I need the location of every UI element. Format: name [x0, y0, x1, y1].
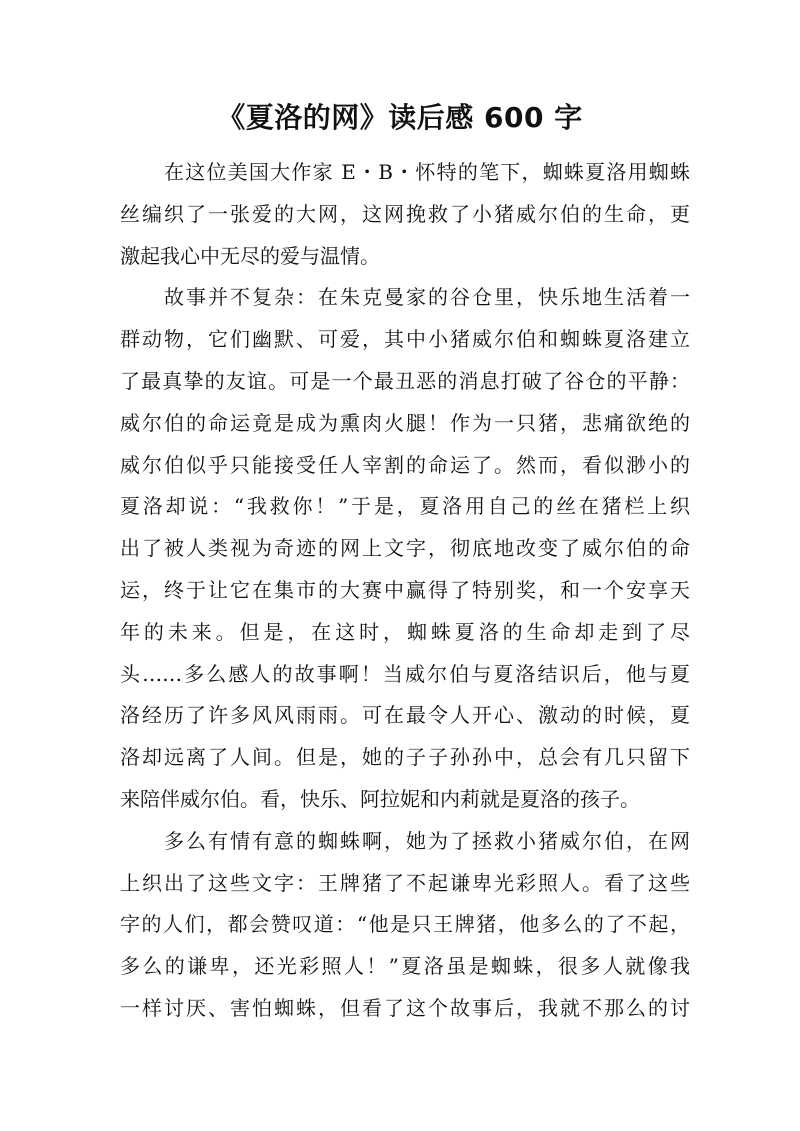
text-line: 威尔伯似乎只能接受任人宰割的命运了。然而，看似渺小的	[120, 452, 690, 477]
text-line: 字的人们，都会赞叹道：“他是只王牌猪，他多么的了不起，	[120, 912, 690, 937]
page-title: 《夏洛的网》读后感 600 字	[217, 101, 583, 134]
text-line: 多么的谦卑，还光彩照人！”夏洛虽是蜘蛛，很多人就像我	[120, 954, 690, 979]
text-line: 在这位美国大作家 E・B・怀特的笔下，蜘蛛夏洛用蜘蛛	[164, 160, 690, 184]
text-line: 多么有情有意的蜘蛛啊，她为了拯救小猪威尔伯，在网	[164, 828, 690, 853]
paragraph	[120, 277, 690, 820]
text-line: 运，终于让它在集市的大赛中赢得了特别奖，和一个安享天	[120, 577, 690, 602]
text-line: 群动物，它们幽默、可爱，其中小猪威尔伯和蜘蛛夏洛建立	[120, 327, 690, 352]
text-line: 洛经历了许多风风雨雨。可在最令人开心、激动的时候，夏	[120, 703, 690, 728]
text-line: 激起我心中无尽的爱与温情。	[120, 243, 380, 268]
body-text	[120, 152, 690, 1030]
text-line: 年的未来。但是，在这时，蜘蛛夏洛的生命却走到了尽	[120, 619, 690, 644]
paragraph	[120, 152, 690, 277]
text-line: 了最真挚的友谊。可是一个最丑恶的消息打破了谷仓的平静：	[120, 368, 690, 393]
text-line: 一样讨厌、害怕蜘蛛，但看了这个故事后，我就不那么的讨	[120, 995, 690, 1020]
paragraph	[120, 821, 690, 1030]
text-line: 来陪伴威尔伯。看，快乐、阿拉妮和内莉就是夏洛的孩子。	[120, 786, 640, 811]
text-line: 威尔伯的命运竟是成为熏肉火腿！作为一只猪，悲痛欲绝的	[120, 410, 690, 435]
text-line: 头……多么感人的故事啊！当威尔伯与夏洛结识后，他与夏	[120, 661, 690, 686]
text-line: 夏洛却说：“我救你！”于是，夏洛用自己的丝在猪栏上织	[120, 494, 690, 519]
text-line: 出了被人类视为奇迹的网上文字，彻底地改变了威尔伯的命	[120, 536, 690, 561]
text-line: 洛却远离了人间。但是，她的子子孙孙中，总会有几只留下	[120, 745, 690, 770]
text-line: 上织出了这些文字：王牌猪了不起谦卑光彩照人。看了这些	[120, 870, 690, 895]
text-line: 丝编织了一张爱的大网，这网挽救了小猪威尔伯的生命，更	[120, 201, 690, 226]
text-line: 故事并不复杂：在朱克曼家的谷仓里，快乐地生活着一	[164, 285, 690, 310]
